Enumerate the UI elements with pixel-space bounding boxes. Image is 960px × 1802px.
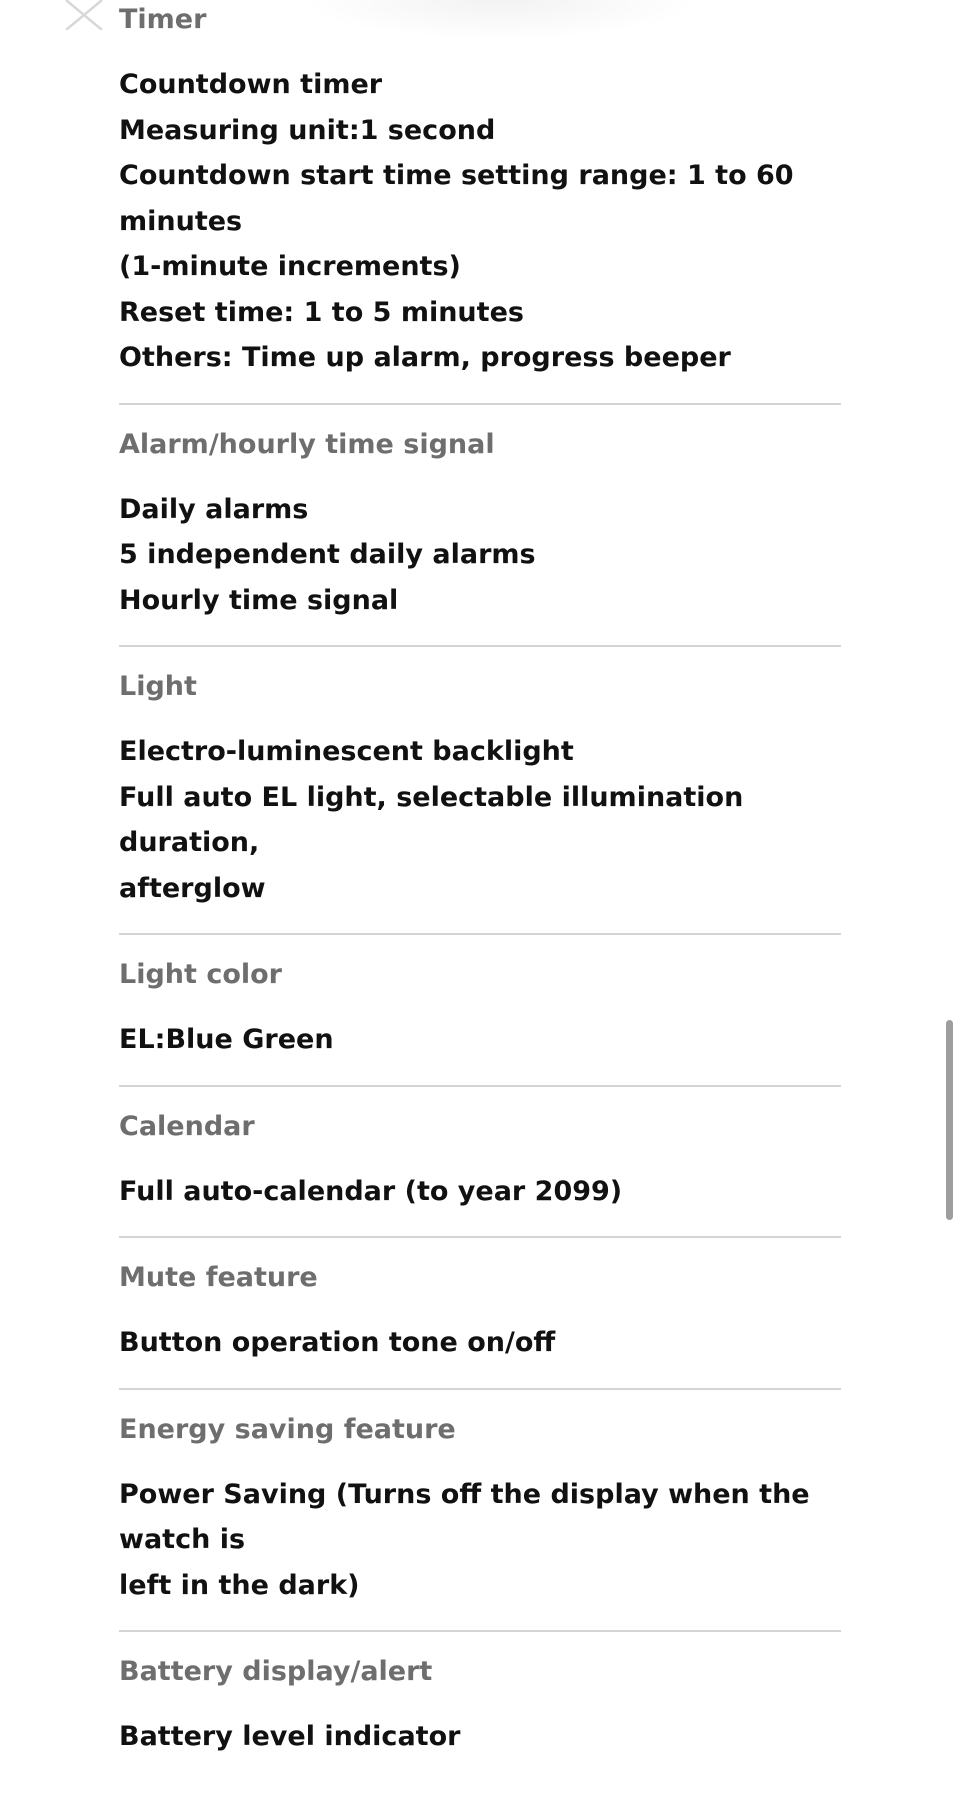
section-battery [119,1652,841,1782]
section-alarm [119,425,841,648]
section-energy-saving [119,1410,841,1633]
detail-line: Measuring unit:1 second [119,114,496,146]
detail-line: (1-minute increments) [119,251,461,282]
section-title: Battery display/alert [119,1656,433,1687]
section-title: Timer [119,4,207,35]
detail-line: Countdown start time setting range: 1 to 60 minutes [119,160,794,237]
detail-line: Others: Time up alarm, progress beeper [119,342,731,373]
section-light-color [119,955,841,1087]
section-title: Alarm/hourly time signal [119,428,495,460]
section-title: Energy saving feature [119,1413,456,1445]
scrollbar[interactable] [946,1020,953,1220]
detail-line: Electro-luminescent backlight [119,736,574,767]
detail-line: Full auto-calendar (to year 2099) [119,1175,623,1207]
detail-line: Full auto EL light, selectable illumination duration, [119,781,744,858]
detail-line: Countdown timer [119,69,383,100]
spec-list [119,0,841,1802]
section-title: Light color [119,959,282,990]
section-mute [119,1258,841,1390]
detail-line: 5 independent daily alarms [119,539,536,570]
detail-line: afterglow [119,872,266,904]
section-calendar [119,1107,841,1239]
detail-line: Battery level indicator [119,1721,461,1752]
detail-line: Power Saving (Turns off the display when the watch is [119,1478,810,1555]
section-timer [119,0,841,405]
detail-line: left in the dark) [119,1569,360,1601]
section-title: Light [119,671,197,702]
detail-line: Button operation tone on/off [119,1327,556,1358]
section-title: Calendar [119,1110,255,1142]
close-icon[interactable] [64,0,104,30]
section-title: Mute feature [119,1262,318,1293]
section-light [119,667,841,935]
detail-line: Reset time: 1 to 5 minutes [119,296,524,328]
detail-line: EL:Blue Green [119,1024,334,1055]
detail-line: Daily alarms [119,493,309,525]
detail-line: Hourly time signal [119,584,399,616]
